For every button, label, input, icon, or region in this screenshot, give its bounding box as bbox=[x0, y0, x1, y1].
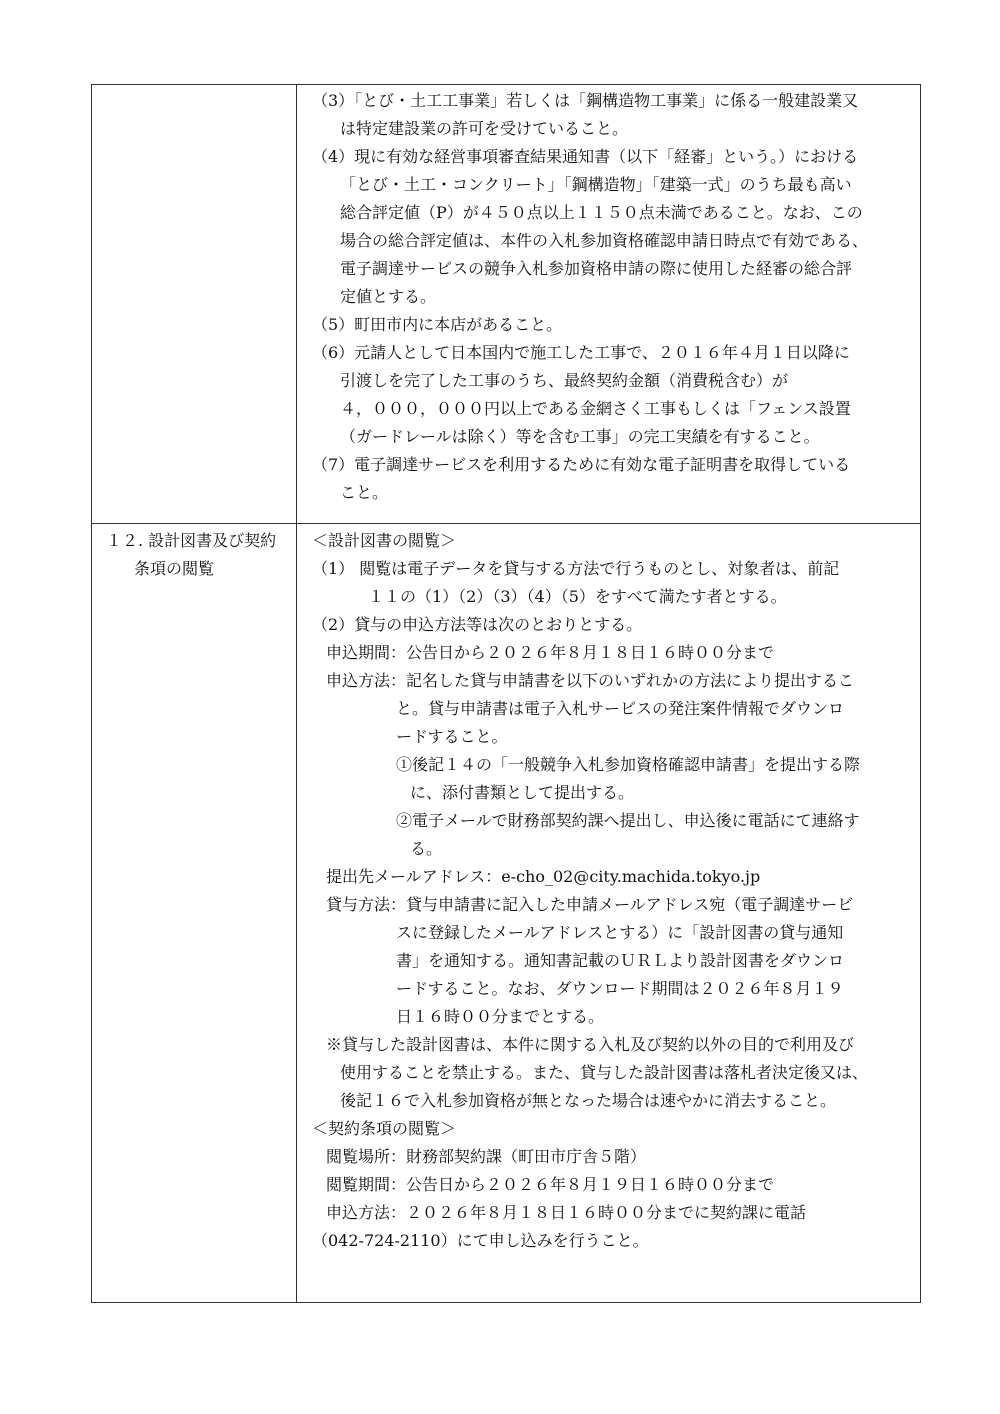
text-line: ４，０００，０００円以上である金網さく工事もしくは「フェンス設置 bbox=[340, 399, 851, 418]
text-line: （042-724-2110）にて申し込みを行うこと。 bbox=[312, 1231, 649, 1250]
text-line: （ガードレールは除く）等を含む工事」の完工実績を有すること。 bbox=[340, 427, 820, 446]
text-line: （2）貸与の申込方法等は次のとおりとする。 bbox=[312, 615, 643, 634]
text-line: 閲覧期間：公告日から２０２６年８月１９日１６時００分まで bbox=[326, 1175, 775, 1194]
text-line: 申込方法：記名した貸与申請書を以下のいずれかの方法により提出するこ bbox=[326, 671, 855, 690]
text-line: スに登録したメールアドレスとする）に「設計図書の貸与通知 bbox=[396, 923, 844, 942]
row-heading-line-2: 条項の閲覧 bbox=[134, 559, 215, 578]
text-line: 総合評定値（P）が４５０点以上１１５０点未満であること。なお、この bbox=[340, 203, 863, 222]
text-line: ※貸与した設計図書は、本件に関する入札及び契約以外の目的で利用及び bbox=[326, 1035, 855, 1054]
text-line: １１の（1）（2）（3）（4）（5）をすべて満たす者とする。 bbox=[368, 587, 787, 606]
text-line: と。貸与申請書は電子入札サービスの発注案件情報でダウンロ bbox=[396, 699, 845, 718]
text-line: 申込期間：公告日から２０２６年８月１８日１６時００分まで bbox=[326, 643, 775, 662]
text-line[interactable]: 提出先メールアドレス：e-cho_02@city.machida.tokyo.jp bbox=[326, 867, 761, 886]
text-line: 閲覧場所：財務部契約課（町田市庁舎５階） bbox=[326, 1147, 647, 1166]
text-line: （6）元請人として日本国内で施工した工事で、２０１６年４月１日以降に bbox=[312, 343, 850, 362]
text-line: ②電子メールで財務部契約課へ提出し、申込後に電話にて連絡す bbox=[396, 811, 860, 830]
requirements-table bbox=[91, 84, 921, 1303]
text-line: ードすること。 bbox=[396, 727, 508, 746]
text-line: 「とび・土工・コンクリート」「鋼構造物」「建築一式」のうち最も高い bbox=[340, 175, 852, 194]
text-line: （7）電子調達サービスを利用するために有効な電子証明書を取得している bbox=[312, 455, 851, 474]
text-line: ードすること。なお、ダウンロード期間は２０２６年８月１９ bbox=[396, 979, 844, 998]
text-line: （3）「とび・土工工事業」若しくは「鋼構造物工事業」に係る一般建設業又 bbox=[312, 91, 859, 110]
text-line: 後記１６で入札参加資格が無となった場合は速やかに消去すること。 bbox=[340, 1091, 837, 1110]
row-divider bbox=[92, 523, 920, 524]
text-line: こと。 bbox=[340, 483, 389, 502]
upper-row-content bbox=[312, 87, 912, 521]
text-line: に、添付書類として提出する。 bbox=[410, 783, 635, 802]
text-line: 申込方法：２０２６年８月１８日１６時００分までに契約課に電話 bbox=[326, 1203, 807, 1222]
text-line: （5）町田市内に本店があること。 bbox=[312, 315, 563, 334]
text-line: は特定建設業の許可を受けていること。 bbox=[340, 119, 629, 138]
text-line: 書」を通知する。通知書記載のＵＲＬより設計図書をダウンロ bbox=[396, 951, 845, 970]
text-line: （1） 閲覧は電子データを貸与する方法で行うものとし、対象者は、前記 bbox=[312, 559, 840, 578]
text-line: 定値とする。 bbox=[340, 287, 437, 306]
row-heading-line-1: １２. 設計図書及び契約 bbox=[106, 531, 277, 550]
text-line: 場合の総合評定値は、本件の入札参加資格確認申請日時点で有効である、 bbox=[340, 231, 869, 250]
column-divider bbox=[296, 85, 297, 1302]
text-line: 電子調達サービスの競争入札参加資格申請の際に使用した経審の総合評 bbox=[340, 259, 853, 278]
text-line: る。 bbox=[410, 839, 443, 858]
text-line: （4）現に有効な経営事項審査結果通知書（以下「経審」という。）における bbox=[312, 147, 859, 166]
text-line: 引渡しを完了した工事のうち、最終契約金額（消費税含む）が bbox=[340, 371, 789, 390]
text-line: 貸与方法：貸与申請書に記入した申請メールアドレス宛（電子調達サービ bbox=[326, 895, 854, 914]
text-line: ①後記１４の「一般競争入札参加資格確認申請書」を提出する際 bbox=[396, 755, 861, 774]
text-line: 日１６時００分までとする。 bbox=[396, 1007, 605, 1026]
text-line: ＜契約条項の閲覧＞ bbox=[312, 1119, 457, 1138]
text-line: ＜設計図書の閲覧＞ bbox=[312, 531, 457, 550]
text-line: 使用することを禁止する。また、貸与した設計図書は落札者決定後又は、 bbox=[340, 1063, 869, 1082]
lower-row-content bbox=[312, 527, 912, 1297]
